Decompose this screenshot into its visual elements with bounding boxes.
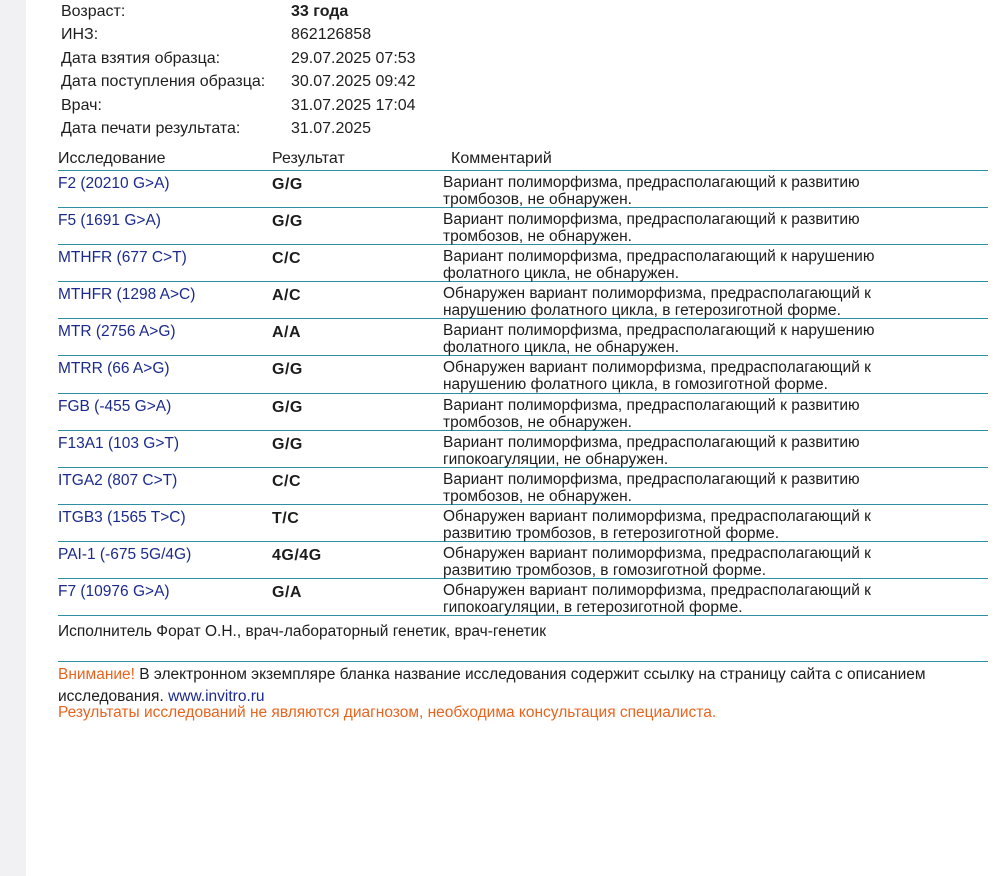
comment-line: Вариант полиморфизма, предрасполагающий к развитию [443, 396, 860, 414]
divider [58, 661, 988, 662]
comment [443, 174, 963, 208]
attention-label: Внимание! [58, 666, 135, 683]
table-row [58, 208, 988, 245]
result-value: C/C [272, 472, 302, 490]
comment-line: тромбозов, не обнаружен. [443, 191, 632, 208]
table-row [58, 282, 988, 319]
site-link[interactable]: www.invitro.ru [168, 688, 265, 705]
table-row [58, 245, 988, 282]
performer-line: Исполнитель Форат О.Н., врач-лабораторный генетик, врач-генетик [58, 623, 546, 640]
study-link[interactable]: ITGA2 (807 C>T) [58, 471, 178, 489]
result-value: G/G [272, 435, 303, 453]
info-value: 33 года [291, 3, 349, 20]
table-row [58, 394, 988, 431]
disclaimer: Результаты исследований не являются диагнозом, необходима консультация специалиста. [58, 704, 717, 721]
study-link[interactable]: MTRR (66 A>G) [58, 360, 170, 378]
comment-line: тромбозов, не обнаружен. [443, 413, 632, 431]
comment [443, 211, 963, 245]
study-link[interactable]: MTR (2756 A>G) [58, 323, 176, 341]
table-row [58, 431, 988, 468]
study-link[interactable]: F2 (20210 G>A) [58, 175, 170, 192]
study-link[interactable]: ITGB3 (1565 T>C) [58, 508, 186, 526]
comment [443, 248, 963, 282]
comment-line: Вариант полиморфизма, предрасполагающий к развитию [443, 433, 860, 451]
comment-line: тромбозов, не обнаружен. [443, 228, 632, 246]
study-link[interactable]: MTHFR (677 C>T) [58, 249, 187, 267]
comment-line: Вариант полиморфизма, предрасполагающий к развитию [443, 470, 860, 488]
info-value: 31.07.2025 17:04 [291, 96, 416, 114]
results-table [58, 146, 988, 616]
comment-line: развитию тромбозов, в гомозиготной форме. [443, 561, 767, 579]
comment-line: гипокоагуляции, не обнаружен. [443, 450, 669, 468]
comment-line: нарушению фолатного цикла, в гомозиготной форме. [443, 376, 828, 394]
comment [443, 471, 963, 505]
info-label: Дата печати результата: [61, 119, 241, 137]
study-link[interactable]: F5 (1691 G>A) [58, 212, 161, 230]
table-row [58, 579, 988, 616]
comment-line: фолатного цикла, не обнаружен. [443, 339, 680, 357]
result-value: G/G [272, 213, 303, 231]
info-value: 862126858 [291, 26, 372, 44]
comment-line: Обнаружен вариант полиморфизма, предрасполагающий к [443, 285, 871, 303]
comment-line: тромбозов, не обнаружен. [443, 487, 632, 505]
comment [443, 545, 963, 579]
comment-line: Обнаружен вариант полиморфизма, предрасполагающий к [443, 582, 871, 600]
table-row [58, 319, 988, 356]
result-value: G/G [272, 176, 303, 193]
study-link[interactable]: F13A1 (103 G>T) [58, 434, 180, 452]
comment-line: Вариант полиморфизма, предрасполагающий к развитию [443, 174, 860, 191]
info-value: 29.07.2025 07:53 [291, 49, 416, 67]
result-value: A/A [272, 324, 302, 342]
result-value: G/A [272, 584, 302, 602]
comment-line: Вариант полиморфизма, предрасполагающий к нарушению [443, 322, 875, 340]
comment [443, 508, 963, 542]
comment-line: Обнаружен вариант полиморфизма, предрасполагающий к [443, 544, 871, 562]
result-value: 4G/4G [272, 546, 322, 564]
info-label: ИНЗ: [61, 26, 99, 44]
study-link[interactable]: F7 (10976 G>A) [58, 583, 170, 601]
table-row [58, 468, 988, 505]
table-row [58, 356, 988, 393]
info-label: Дата поступления образца: [61, 73, 266, 91]
comment-line: фолатного цикла, не обнаружен. [443, 265, 680, 283]
info-value: 30.07.2025 09:42 [291, 73, 416, 91]
table-row [58, 171, 988, 208]
header-result: Результат [272, 150, 345, 167]
comment-line: Обнаружен вариант полиморфизма, предрасполагающий к [443, 507, 871, 525]
comment-line: гипокоагуляции, в гетерозиготной форме. [443, 599, 743, 617]
comment-line: Вариант полиморфизма, предрасполагающий к нарушению [443, 248, 875, 266]
comment [443, 285, 963, 319]
study-link[interactable]: MTHFR (1298 A>C) [58, 286, 196, 304]
result-value: C/C [272, 250, 302, 268]
notice [58, 664, 993, 708]
result-value: T/C [272, 509, 300, 527]
table-row [58, 505, 988, 542]
table-row [58, 542, 988, 579]
study-link[interactable]: FGB (-455 G>A) [58, 397, 172, 415]
comment-line: нарушению фолатного цикла, в гетерозиготной форме. [443, 302, 841, 320]
comment [443, 397, 963, 431]
header-study: Исследование [58, 150, 166, 167]
comment [443, 322, 963, 356]
info-value: 31.07.2025 [291, 119, 372, 137]
info-label: Возраст: [61, 3, 126, 20]
result-value: G/G [272, 398, 303, 416]
comment [443, 359, 963, 393]
header-comment: Комментарий [451, 150, 552, 167]
notice-text: В электронном экземпляре бланка название исследования содержит ссылку на страницу сайта с описанием исследования. [58, 666, 926, 705]
info-label: Врач: [61, 96, 102, 114]
comment-line: развитию тромбозов, в гетерозиготной форме. [443, 524, 780, 542]
comment-line: Обнаружен вариант полиморфизма, предрасполагающий к [443, 359, 871, 377]
info-label: Дата взятия образца: [61, 49, 221, 67]
study-link[interactable]: PAI-1 (-675 5G/4G) [58, 545, 192, 563]
result-sheet [26, 0, 1000, 876]
table-header [58, 146, 988, 171]
comment [443, 582, 963, 616]
result-value: A/C [272, 287, 302, 305]
comment-line: Вариант полиморфизма, предрасполагающий к развитию [443, 211, 860, 229]
result-value: G/G [272, 361, 303, 379]
comment [443, 434, 963, 468]
